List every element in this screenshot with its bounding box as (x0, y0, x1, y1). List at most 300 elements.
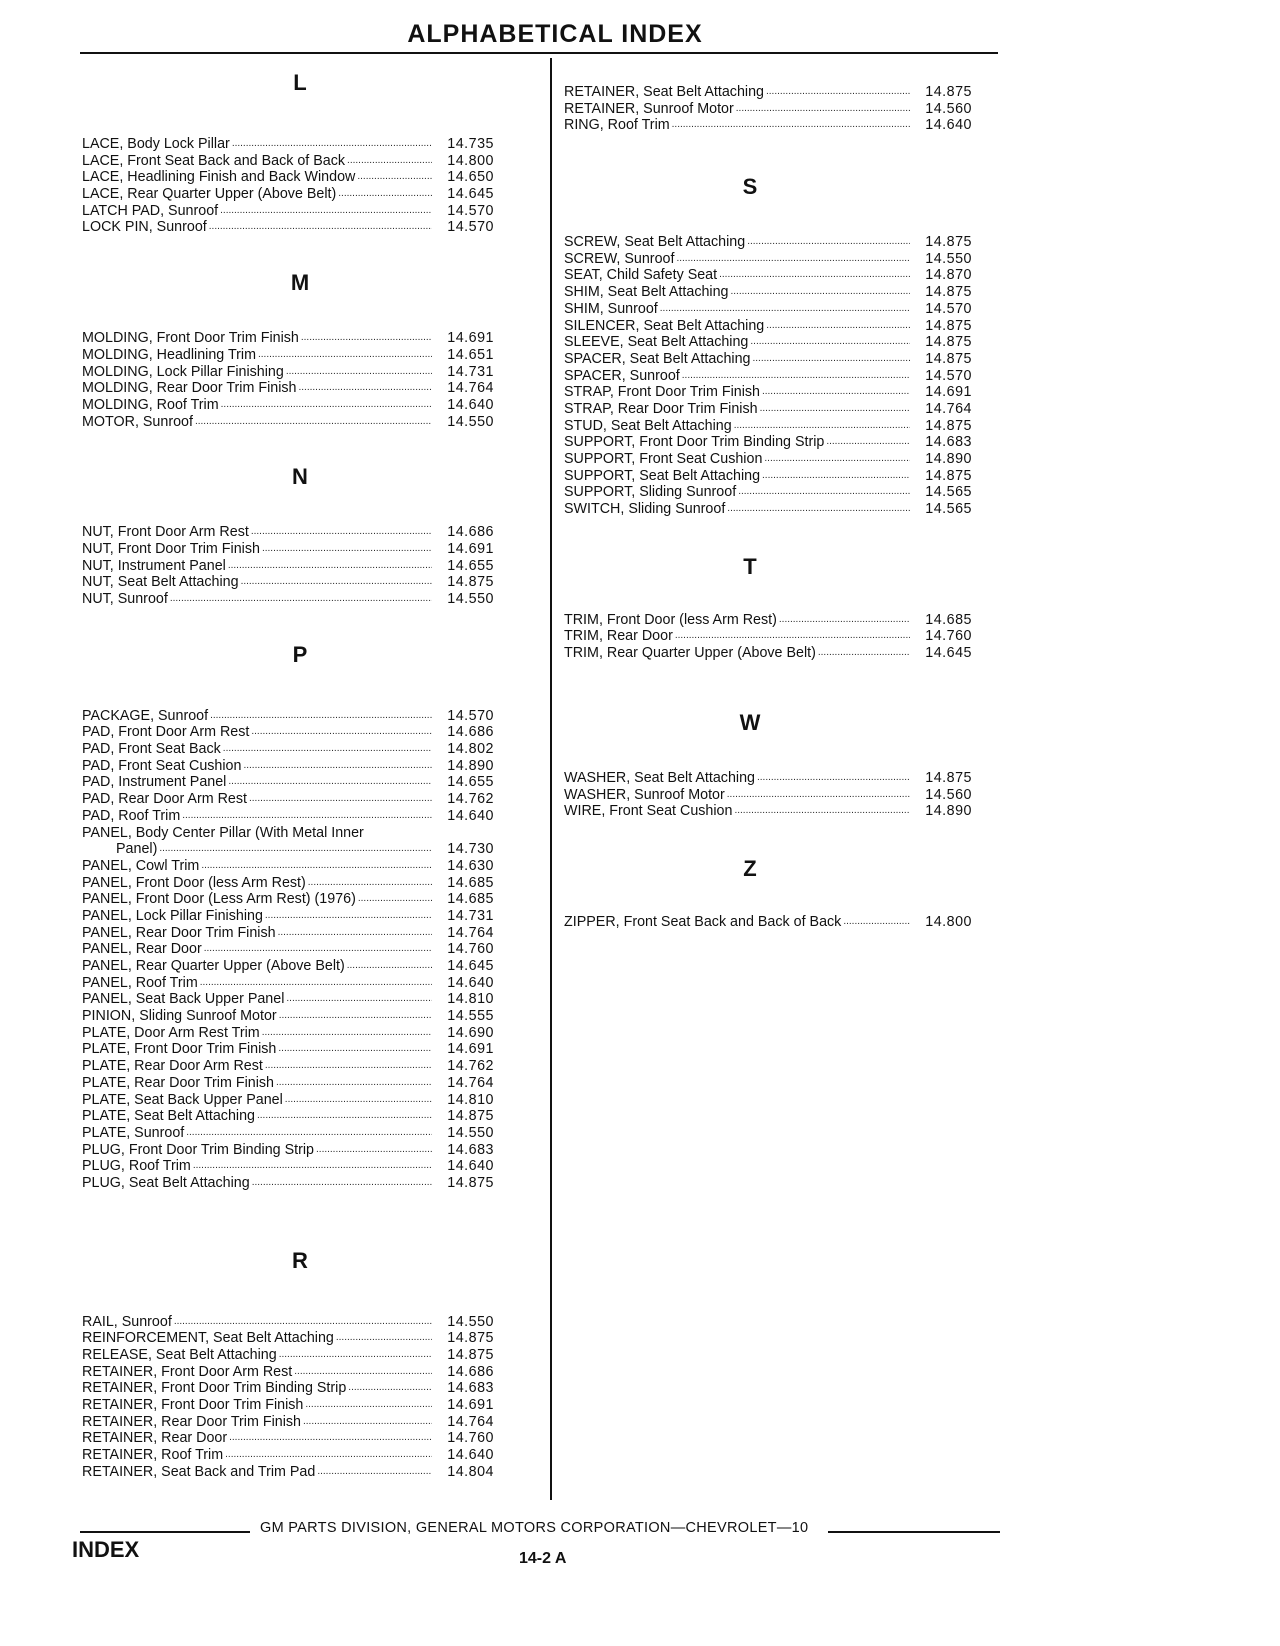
dot-leader (358, 891, 432, 908)
index-entry (82, 1430, 542, 1447)
index-entry (564, 101, 1024, 118)
entry-page-reference: 14.691 (447, 540, 494, 557)
dot-leader (276, 1075, 432, 1092)
entry-page-reference: 14.875 (925, 334, 972, 351)
dot-leader (294, 1364, 432, 1381)
entry-list (564, 914, 1024, 931)
dot-leader (734, 418, 910, 435)
entry-page-reference: 14.735 (447, 136, 494, 152)
entry-description: RETAINER, Front Door Trim Finish (82, 1397, 304, 1414)
entry-page-reference: 14.800 (447, 152, 494, 169)
entry-list (82, 524, 542, 607)
entry-description: RETAINER, Rear Door (82, 1430, 228, 1447)
index-section (82, 270, 542, 430)
entry-description: SILENCER, Seat Belt Attaching (564, 317, 765, 334)
entry-page-reference: 14.645 (447, 186, 494, 203)
entry-description: PINION, Sliding Sunroof Motor (82, 1008, 277, 1025)
entry-description: WASHER, Sunroof Motor (564, 786, 725, 803)
entry-page-reference: 14.875 (925, 350, 972, 367)
entry-page-reference: 14.875 (925, 284, 972, 301)
index-entry (564, 318, 1024, 335)
entry-page-reference: 14.685 (925, 611, 972, 628)
index-entry (82, 591, 542, 608)
index-entry (82, 1041, 542, 1058)
index-entry (82, 1330, 542, 1347)
section-letter: R (292, 1247, 308, 1273)
entry-page-reference: 14.810 (447, 1091, 494, 1108)
entry-page-reference: 14.691 (447, 1041, 494, 1058)
dot-leader (279, 1008, 432, 1025)
entry-page-reference: 14.691 (447, 1397, 494, 1414)
index-section (82, 642, 542, 1192)
dot-leader (278, 925, 432, 942)
section-letter: M (290, 270, 310, 296)
entry-page-reference: 14.565 (925, 484, 972, 501)
index-section (564, 710, 1024, 820)
entry-page-reference: 14.764 (925, 400, 972, 417)
dot-leader (762, 468, 910, 485)
entry-page-reference: 14.691 (925, 384, 972, 401)
index-entry (82, 1397, 542, 1414)
dot-leader (262, 541, 432, 558)
dot-leader (727, 787, 910, 804)
index-entry (82, 380, 542, 397)
entry-page-reference: 14.640 (447, 1447, 494, 1464)
entry-page-reference: 14.683 (925, 434, 972, 451)
index-entry (82, 347, 542, 364)
entry-description: LACE, Front Seat Back and Back of Back (82, 152, 346, 169)
entry-page-reference: 14.550 (447, 591, 494, 607)
entry-page-reference: 14.875 (925, 467, 972, 484)
entry-page-reference: 14.800 (925, 913, 972, 930)
entry-description: TRIM, Front Door (less Arm Rest) (564, 611, 777, 628)
index-section (82, 70, 542, 236)
entry-page-reference: 14.875 (447, 1347, 494, 1363)
entry-description: RAIL, Sunroof (82, 1313, 172, 1330)
index-entry (82, 153, 542, 170)
entry-description: MOLDING, Rear Door Trim Finish (82, 380, 297, 397)
entry-description: PANEL, Rear Door Trim Finish (82, 924, 276, 941)
index-entry (82, 1075, 542, 1092)
dot-leader (826, 434, 910, 451)
dot-leader (747, 234, 910, 251)
dot-leader (258, 347, 432, 364)
section-letter: Z (743, 855, 757, 881)
dot-leader (727, 501, 910, 518)
dot-leader (338, 186, 432, 203)
entry-page-reference: 14.875 (925, 417, 972, 434)
left-column (82, 70, 542, 1481)
entry-page-reference: 14.875 (925, 234, 972, 251)
entry-page-reference: 14.760 (447, 941, 494, 958)
dot-leader (286, 991, 432, 1008)
entry-page-reference: 14.890 (447, 757, 494, 774)
dot-leader (249, 791, 432, 808)
entry-description: PANEL, Rear Door (82, 941, 202, 958)
entry-description: PANEL, Front Door (Less Arm Rest) (1976) (82, 891, 356, 908)
entry-description: RELEASE, Seat Belt Attaching (82, 1347, 277, 1363)
entry-description: SUPPORT, Sliding Sunroof (564, 484, 737, 501)
dot-leader (766, 318, 910, 335)
entry-list (564, 612, 1024, 662)
entry-description: PLATE, Seat Back Upper Panel (82, 1091, 283, 1108)
entry-description: PAD, Rear Door Arm Rest (82, 791, 247, 808)
entry-page-reference: 14.760 (447, 1430, 494, 1447)
section-letter: P (292, 641, 308, 667)
entry-page-reference: 14.630 (447, 857, 494, 874)
entry-description: RING, Roof Trim (564, 117, 670, 134)
entry-page-reference: 14.875 (925, 769, 972, 786)
index-section (564, 174, 1024, 518)
dot-leader (843, 914, 910, 931)
entry-description: PLATE, Sunroof (82, 1124, 185, 1141)
entry-page-reference: 14.764 (447, 1413, 494, 1430)
footer-publisher: GM PARTS DIVISION, GENERAL MOTORS CORPORATION—CHEVROLET—10 (260, 1520, 809, 1536)
index-entry (82, 858, 542, 875)
entry-page-reference: 14.690 (447, 1024, 494, 1041)
entry-page-reference: 14.645 (447, 958, 494, 974)
entry-description: STRAP, Front Door Trim Finish (564, 384, 760, 401)
dot-leader (265, 908, 432, 925)
entry-page-reference: 14.685 (447, 874, 494, 891)
index-entry (564, 351, 1024, 368)
entry-page-reference: 14.560 (925, 786, 972, 803)
entry-description: RETAINER, Seat Back and Trim Pad (82, 1463, 316, 1480)
index-entry (82, 397, 542, 414)
index-entry (564, 501, 1024, 518)
index-entry (564, 451, 1024, 468)
entry-list (82, 708, 542, 1192)
dot-leader (229, 1430, 432, 1447)
dot-leader (200, 975, 432, 992)
footer-rule-right (828, 1531, 1000, 1533)
index-entry (82, 741, 542, 758)
dot-leader (228, 558, 432, 575)
index-entry (82, 1058, 542, 1075)
dot-leader (719, 267, 910, 284)
entry-description: LACE, Body Lock Pillar (82, 136, 230, 152)
entry-description: LACE, Rear Quarter Upper (Above Belt) (82, 186, 337, 203)
index-entry (82, 841, 542, 858)
entry-page-reference: 14.640 (447, 396, 494, 413)
dot-leader (316, 1142, 432, 1159)
entry-description: PANEL, Front Door (less Arm Rest) (82, 874, 306, 891)
entry-description: MOLDING, Front Door Trim Finish (82, 330, 299, 347)
dot-leader (210, 708, 432, 725)
entry-page-reference: 14.731 (447, 363, 494, 380)
dot-leader (660, 301, 910, 318)
index-entry (82, 708, 542, 725)
entry-description: TRIM, Rear Door (564, 628, 673, 645)
index-entry (82, 1414, 542, 1431)
entry-description: PLUG, Front Door Trim Binding Strip (82, 1141, 315, 1158)
entry-description: PLATE, Rear Door Trim Finish (82, 1074, 274, 1091)
entry-description: LACE, Headlining Finish and Back Window (82, 169, 356, 186)
entry-page-reference: 14.764 (447, 1074, 494, 1091)
index-entry (564, 418, 1024, 435)
dot-leader (760, 401, 910, 418)
dot-leader (305, 1397, 432, 1414)
index-section (564, 84, 1024, 134)
index-entry (564, 251, 1024, 268)
entry-description: LOCK PIN, Sunroof (82, 219, 207, 236)
dot-leader (336, 1330, 432, 1347)
entry-description: SEAT, Child Safety Seat (564, 267, 718, 284)
entry-page-reference: 14.570 (447, 202, 494, 219)
index-entry (82, 330, 542, 347)
dot-leader (174, 1314, 432, 1331)
entry-page-reference: 14.810 (447, 991, 494, 1008)
dot-leader (286, 364, 432, 381)
entry-page-reference: 14.555 (447, 1008, 494, 1025)
section-letter: N (292, 464, 308, 490)
entry-page-reference: 14.655 (447, 557, 494, 574)
entry-page-reference: 14.550 (447, 1313, 494, 1330)
entry-page-reference: 14.640 (447, 807, 494, 824)
index-entry (82, 975, 542, 992)
entry-page-reference: 14.870 (925, 267, 972, 284)
entry-page-reference: 14.875 (447, 574, 494, 591)
dot-leader (750, 334, 910, 351)
index-section (82, 464, 542, 607)
dot-leader (676, 251, 910, 268)
footer-section-label: INDEX (72, 1537, 140, 1562)
entry-description: PLUG, Roof Trim (82, 1158, 191, 1175)
index-entry (564, 234, 1024, 251)
index-entry (82, 1125, 542, 1142)
entry-description: STUD, Seat Belt Attaching (564, 417, 732, 434)
index-entry (82, 1314, 542, 1331)
entry-description: PANEL, Lock Pillar Finishing (82, 907, 263, 924)
index-entry (82, 1175, 542, 1192)
entry-description: STRAP, Rear Door Trim Finish (564, 400, 758, 417)
index-entry (82, 958, 542, 975)
entry-description: SUPPORT, Front Door Trim Binding Strip (564, 434, 825, 451)
entry-page-reference: 14.764 (447, 924, 494, 941)
entry-description: PLATE, Rear Door Arm Rest (82, 1058, 263, 1075)
index-entry (82, 186, 542, 203)
index-entry (82, 364, 542, 381)
entry-page-reference: 14.570 (925, 367, 972, 384)
dot-leader (209, 219, 432, 236)
index-entry (82, 724, 542, 741)
entry-page-reference: 14.804 (447, 1463, 494, 1480)
index-entry (82, 1008, 542, 1025)
entry-description: PAD, Front Seat Back (82, 741, 221, 758)
entry-description: PANEL, Body Center Pillar (With Metal Inner (82, 824, 364, 841)
entry-page-reference: 14.655 (447, 774, 494, 791)
index-section (564, 554, 1024, 662)
index-entry (564, 117, 1024, 134)
dot-leader (228, 774, 432, 791)
dot-leader (251, 724, 432, 741)
index-entry (82, 991, 542, 1008)
entry-description: PAD, Instrument Panel (82, 774, 227, 791)
dot-leader (223, 741, 432, 758)
entry-description: MOLDING, Roof Trim (82, 396, 219, 413)
dot-leader (347, 958, 432, 975)
dot-leader (252, 1175, 432, 1192)
entry-description: PLUG, Seat Belt Attaching (82, 1174, 250, 1191)
section-letter: T (743, 553, 757, 579)
entry-page-reference: 14.650 (447, 169, 494, 186)
column-divider (550, 58, 552, 1500)
index-entry (564, 284, 1024, 301)
dot-leader (731, 284, 911, 301)
entry-description: RETAINER, Front Door Trim Binding Strip (82, 1380, 347, 1397)
entry-description: PAD, Front Door Arm Rest (82, 724, 250, 741)
entry-page-reference: 14.686 (447, 524, 494, 541)
entry-page-reference: 14.691 (447, 330, 494, 347)
index-entry (82, 1108, 542, 1125)
index-entry (82, 808, 542, 825)
dot-leader (303, 1414, 432, 1431)
dot-leader (279, 1347, 432, 1364)
index-entry (82, 875, 542, 892)
entry-description: LATCH PAD, Sunroof (82, 202, 219, 219)
section-letter: W (739, 709, 761, 735)
index-entry (82, 758, 542, 775)
page-number: 14-2 A (519, 1550, 567, 1567)
section-letter: S (742, 174, 758, 200)
dot-leader (753, 351, 911, 368)
dot-leader (672, 117, 910, 134)
entry-description: NUT, Front Door Arm Rest (82, 524, 249, 541)
entry-description: RETAINER, Sunroof Motor (564, 100, 734, 117)
dot-leader (204, 941, 432, 958)
index-entry (82, 169, 542, 186)
index-entry (82, 541, 542, 558)
index-entry (564, 628, 1024, 645)
entry-page-reference: 14.875 (447, 1330, 494, 1347)
entry-description: NUT, Front Door Trim Finish (82, 540, 260, 557)
dot-leader (766, 84, 910, 101)
index-entry (82, 941, 542, 958)
index-entry (82, 1380, 542, 1397)
index-entry (82, 1092, 542, 1109)
dot-leader (265, 1058, 432, 1075)
index-entry (564, 914, 1024, 931)
entry-page-reference: 14.640 (925, 117, 972, 134)
entry-page-reference: 14.550 (925, 250, 972, 267)
index-entry (82, 1025, 542, 1042)
entry-page-reference: 14.764 (447, 380, 494, 397)
entry-description: SPACER, Seat Belt Attaching (564, 350, 751, 367)
dot-leader (278, 1041, 432, 1058)
entry-page-reference: 14.651 (447, 346, 494, 363)
entry-description: PAD, Roof Trim (82, 807, 181, 824)
index-entry (564, 645, 1024, 662)
entry-description: ZIPPER, Front Seat Back and Back of Back (564, 913, 842, 930)
title-rule (80, 52, 998, 54)
dot-leader (348, 1380, 432, 1397)
index-entry (82, 524, 542, 541)
dot-leader (257, 1108, 432, 1125)
index-entry (564, 401, 1024, 418)
entry-list (564, 770, 1024, 820)
index-entry (564, 334, 1024, 351)
entry-list (82, 330, 542, 430)
dot-leader (675, 628, 910, 645)
entry-description: RETAINER, Rear Door Trim Finish (82, 1413, 301, 1430)
dot-leader (734, 803, 910, 820)
entry-page-reference: 14.560 (925, 100, 972, 117)
entry-page-reference: 14.683 (447, 1380, 494, 1397)
entry-description: PLATE, Door Arm Rest Trim (82, 1024, 260, 1041)
dot-leader (201, 858, 432, 875)
index-entry (564, 368, 1024, 385)
index-entry (82, 414, 542, 431)
entry-description: PANEL, Rear Quarter Upper (Above Belt) (82, 958, 345, 974)
entry-list (82, 136, 542, 236)
entry-list (82, 1314, 542, 1481)
entry-page-reference: 14.570 (447, 707, 494, 724)
entry-description: NUT, Sunroof (82, 591, 168, 607)
dot-leader (241, 574, 432, 591)
entry-description: SHIM, Sunroof (564, 300, 658, 317)
dot-leader (299, 380, 433, 397)
entry-page-reference: 14.890 (925, 803, 972, 820)
entry-description: SPACER, Sunroof (564, 367, 680, 384)
index-entry (82, 1447, 542, 1464)
entry-description: REINFORCEMENT, Seat Belt Attaching (82, 1330, 334, 1347)
dot-leader (220, 203, 432, 220)
entry-description: PLATE, Seat Belt Attaching (82, 1108, 255, 1125)
entry-description: SUPPORT, Seat Belt Attaching (564, 467, 761, 484)
dot-leader (186, 1125, 432, 1142)
dot-leader (764, 451, 910, 468)
dot-leader (170, 591, 432, 608)
entry-page-reference: 14.802 (447, 741, 494, 758)
entry-description: PACKAGE, Sunroof (82, 707, 209, 724)
entry-description: MOLDING, Lock Pillar Finishing (82, 363, 284, 380)
entry-description: PANEL, Seat Back Upper Panel (82, 991, 285, 1008)
index-entry (82, 219, 542, 236)
index-entry (82, 791, 542, 808)
dot-leader (251, 524, 432, 541)
entry-description: RETAINER, Seat Belt Attaching (564, 84, 764, 100)
index-section (564, 856, 1024, 931)
index-entry (82, 1364, 542, 1381)
dot-leader (818, 645, 910, 662)
entry-description: SHIM, Seat Belt Attaching (564, 284, 729, 301)
index-entry (82, 136, 542, 153)
right-column (564, 84, 1024, 931)
entry-description: SLEEVE, Seat Belt Attaching (564, 334, 749, 351)
dot-leader (762, 384, 910, 401)
entry-page-reference: 14.645 (925, 645, 972, 662)
dot-leader (195, 414, 432, 431)
entry-description: PANEL, Roof Trim (82, 974, 198, 991)
index-entry (82, 1464, 542, 1481)
entry-page-reference: 14.875 (925, 84, 972, 100)
entry-description: Panel) (116, 841, 158, 858)
index-entry (82, 1158, 542, 1175)
index-entry (82, 558, 542, 575)
dot-leader (317, 1464, 432, 1481)
entry-description: RETAINER, Roof Trim (82, 1447, 224, 1464)
dot-leader (736, 101, 910, 118)
entry-description: NUT, Seat Belt Attaching (82, 574, 239, 591)
entry-description: SCREW, Seat Belt Attaching (564, 234, 746, 251)
dot-leader (357, 169, 432, 186)
index-entry (564, 267, 1024, 284)
index-entry (82, 1347, 542, 1364)
entry-description: WIRE, Front Seat Cushion (564, 803, 733, 820)
index-entry (564, 787, 1024, 804)
entry-list (564, 84, 1024, 134)
entry-page-reference: 14.565 (925, 501, 972, 518)
